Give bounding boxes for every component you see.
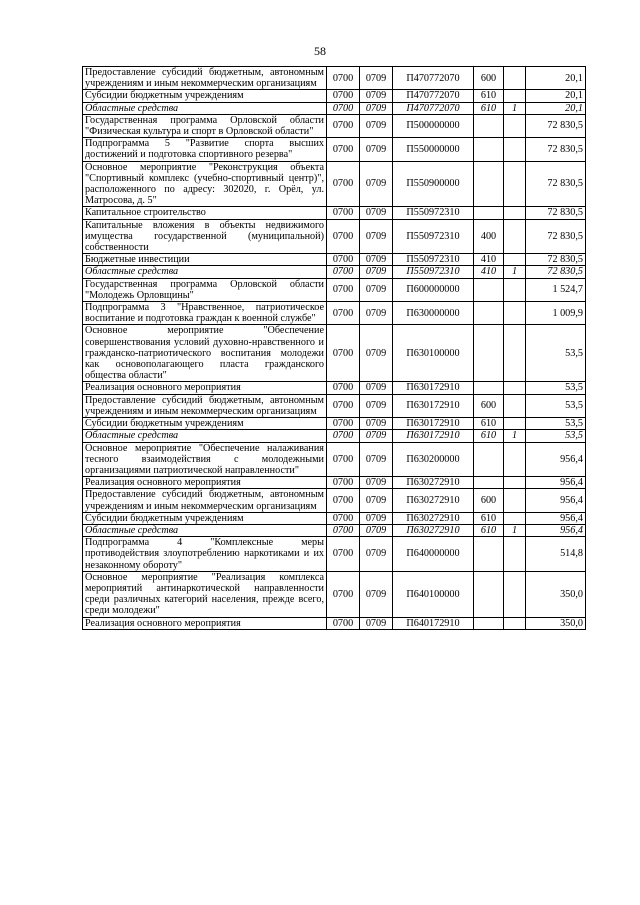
- expense-type-code: 610: [474, 418, 504, 430]
- amount: 20,1: [526, 90, 586, 102]
- row-name: Субсидии бюджетным учреждениям: [83, 512, 327, 524]
- target-article-code: П470772070: [393, 102, 474, 114]
- expense-type-code: [474, 442, 504, 477]
- section-code: 0700: [327, 537, 360, 572]
- table-row: [83, 477, 586, 489]
- section-code: 0700: [327, 278, 360, 301]
- row-name: Капитальное строительство: [83, 207, 327, 219]
- funding-source-code: [504, 325, 526, 382]
- section-code: 0700: [327, 302, 360, 325]
- amount: 53,5: [526, 325, 586, 382]
- section-code: 0700: [327, 102, 360, 114]
- subsection-code: 0709: [360, 430, 393, 442]
- target-article-code: П600000000: [393, 278, 474, 301]
- subsection-code: 0709: [360, 418, 393, 430]
- amount: 956,4: [526, 512, 586, 524]
- row-name: Областные средства: [83, 524, 327, 536]
- expense-type-code: 600: [474, 489, 504, 512]
- section-code: 0700: [327, 571, 360, 617]
- subsection-code: 0709: [360, 512, 393, 524]
- amount: 956,4: [526, 524, 586, 536]
- subsection-code: 0709: [360, 571, 393, 617]
- amount: 1 009,9: [526, 302, 586, 325]
- row-name: Областные средства: [83, 266, 327, 278]
- subsection-code: 0709: [360, 102, 393, 114]
- funding-source-code: [504, 512, 526, 524]
- amount: 956,4: [526, 489, 586, 512]
- subsection-code: 0709: [360, 67, 393, 90]
- funding-source-code: [504, 278, 526, 301]
- section-code: 0700: [327, 325, 360, 382]
- table-row: [83, 524, 586, 536]
- table-row: [83, 266, 586, 278]
- funding-source-code: [504, 138, 526, 161]
- funding-source-code: [504, 571, 526, 617]
- subsection-code: 0709: [360, 394, 393, 417]
- table-row: [83, 382, 586, 394]
- amount: 53,5: [526, 382, 586, 394]
- table-row: [83, 302, 586, 325]
- funding-source-code: [504, 537, 526, 572]
- subsection-code: 0709: [360, 477, 393, 489]
- row-name: Основное мероприятие "Обеспечение налаживания тесного взаимодействия с молодежными организациями патриотической направленности": [83, 442, 327, 477]
- funding-source-code: [504, 418, 526, 430]
- expense-type-code: [474, 617, 504, 629]
- row-name: Реализация основного мероприятия: [83, 477, 327, 489]
- funding-source-code: 1: [504, 266, 526, 278]
- amount: 350,0: [526, 571, 586, 617]
- subsection-code: 0709: [360, 524, 393, 536]
- expense-type-code: [474, 571, 504, 617]
- row-name: Предоставление субсидий бюджетным, автономным учреждениям и иным некоммерческим организациям: [83, 67, 327, 90]
- subsection-code: 0709: [360, 617, 393, 629]
- amount: 72 830,5: [526, 266, 586, 278]
- target-article-code: П630172910: [393, 382, 474, 394]
- expense-type-code: [474, 207, 504, 219]
- table-row: [83, 394, 586, 417]
- subsection-code: 0709: [360, 489, 393, 512]
- subsection-code: 0709: [360, 90, 393, 102]
- target-article-code: П550900000: [393, 161, 474, 207]
- funding-source-code: [504, 207, 526, 219]
- expense-type-code: [474, 114, 504, 137]
- target-article-code: П630172910: [393, 394, 474, 417]
- row-name: Реализация основного мероприятия: [83, 382, 327, 394]
- page-number: 58: [314, 44, 326, 58]
- table-row: [83, 617, 586, 629]
- amount: 20,1: [526, 67, 586, 90]
- amount: 72 830,5: [526, 161, 586, 207]
- amount: 956,4: [526, 442, 586, 477]
- funding-source-code: [504, 617, 526, 629]
- row-name: Предоставление субсидий бюджетным, автономным учреждениям и иным некоммерческим организациям: [83, 489, 327, 512]
- row-name: Капитальные вложения в объекты недвижимого имущества государственной (муниципальной) собственности: [83, 219, 327, 254]
- expense-type-code: [474, 325, 504, 382]
- expense-type-code: 610: [474, 430, 504, 442]
- table-row: [83, 102, 586, 114]
- row-name: Реализация основного мероприятия: [83, 617, 327, 629]
- subsection-code: 0709: [360, 302, 393, 325]
- target-article-code: П550972310: [393, 219, 474, 254]
- funding-source-code: [504, 477, 526, 489]
- expense-type-code: [474, 382, 504, 394]
- section-code: 0700: [327, 67, 360, 90]
- row-name: Областные средства: [83, 102, 327, 114]
- amount: 1 524,7: [526, 278, 586, 301]
- subsection-code: 0709: [360, 278, 393, 301]
- row-name: Областные средства: [83, 430, 327, 442]
- section-code: 0700: [327, 418, 360, 430]
- target-article-code: П640100000: [393, 571, 474, 617]
- expense-type-code: [474, 138, 504, 161]
- subsection-code: 0709: [360, 382, 393, 394]
- amount: 72 830,5: [526, 114, 586, 137]
- expense-type-code: [474, 161, 504, 207]
- row-name: Государственная программа Орловской области "Физическая культура и спорт в Орловской области": [83, 114, 327, 137]
- target-article-code: П630272910: [393, 477, 474, 489]
- funding-source-code: [504, 67, 526, 90]
- funding-source-code: [504, 161, 526, 207]
- section-code: 0700: [327, 114, 360, 137]
- section-code: 0700: [327, 219, 360, 254]
- table-row: [83, 325, 586, 382]
- row-name: Подпрограмма 4 "Комплексные меры противодействия злоупотреблению наркотиками и их незаконному обороту": [83, 537, 327, 572]
- section-code: 0700: [327, 254, 360, 266]
- target-article-code: П470772070: [393, 90, 474, 102]
- row-name: Основное мероприятие "Реконструкция объекта "Спортивный комплекс (учебно-спортивный центр)", расположенного по адресу: 302020, г. Орёл, ул. Матросова, д. 5": [83, 161, 327, 207]
- table-row: [83, 254, 586, 266]
- budget-table-body: [83, 67, 586, 630]
- expense-type-code: 610: [474, 512, 504, 524]
- subsection-code: 0709: [360, 161, 393, 207]
- target-article-code: П630272910: [393, 512, 474, 524]
- amount: 72 830,5: [526, 219, 586, 254]
- amount: 53,5: [526, 418, 586, 430]
- section-code: 0700: [327, 442, 360, 477]
- table-row: [83, 219, 586, 254]
- budget-table: [82, 66, 586, 630]
- funding-source-code: [504, 382, 526, 394]
- target-article-code: П500000000: [393, 114, 474, 137]
- target-article-code: П550972310: [393, 266, 474, 278]
- section-code: 0700: [327, 161, 360, 207]
- table-row: [83, 442, 586, 477]
- row-name: Бюджетные инвестиции: [83, 254, 327, 266]
- table-row: [83, 90, 586, 102]
- table-row: [83, 207, 586, 219]
- table-row: [83, 161, 586, 207]
- expense-type-code: [474, 477, 504, 489]
- target-article-code: П630272910: [393, 489, 474, 512]
- amount: 20,1: [526, 102, 586, 114]
- subsection-code: 0709: [360, 266, 393, 278]
- amount: 350,0: [526, 617, 586, 629]
- section-code: 0700: [327, 90, 360, 102]
- expense-type-code: 610: [474, 90, 504, 102]
- section-code: 0700: [327, 207, 360, 219]
- table-row: [83, 489, 586, 512]
- target-article-code: П630172910: [393, 430, 474, 442]
- funding-source-code: [504, 302, 526, 325]
- amount: 956,4: [526, 477, 586, 489]
- table-row: [83, 512, 586, 524]
- target-article-code: П630200000: [393, 442, 474, 477]
- amount: 514,8: [526, 537, 586, 572]
- row-name: Субсидии бюджетным учреждениям: [83, 90, 327, 102]
- target-article-code: П630000000: [393, 302, 474, 325]
- section-code: 0700: [327, 489, 360, 512]
- amount: 72 830,5: [526, 254, 586, 266]
- row-name: Предоставление субсидий бюджетным, автономным учреждениям и иным некоммерческим организациям: [83, 394, 327, 417]
- table-row: [83, 278, 586, 301]
- expense-type-code: 400: [474, 219, 504, 254]
- target-article-code: П550000000: [393, 138, 474, 161]
- funding-source-code: [504, 114, 526, 137]
- table-row: [83, 418, 586, 430]
- expense-type-code: [474, 302, 504, 325]
- funding-source-code: 1: [504, 430, 526, 442]
- funding-source-code: 1: [504, 524, 526, 536]
- subsection-code: 0709: [360, 114, 393, 137]
- section-code: 0700: [327, 477, 360, 489]
- row-name: Основное мероприятие "Реализация комплекса мероприятий антинаркотической направленности среди различных категорий населения, прежде всего, среди молодежи": [83, 571, 327, 617]
- subsection-code: 0709: [360, 254, 393, 266]
- amount: 53,5: [526, 430, 586, 442]
- subsection-code: 0709: [360, 537, 393, 572]
- funding-source-code: [504, 254, 526, 266]
- section-code: 0700: [327, 617, 360, 629]
- expense-type-code: [474, 278, 504, 301]
- expense-type-code: 610: [474, 102, 504, 114]
- section-code: 0700: [327, 512, 360, 524]
- expense-type-code: 410: [474, 254, 504, 266]
- subsection-code: 0709: [360, 138, 393, 161]
- row-name: Субсидии бюджетным учреждениям: [83, 418, 327, 430]
- expense-type-code: 600: [474, 67, 504, 90]
- subsection-code: 0709: [360, 207, 393, 219]
- funding-source-code: [504, 394, 526, 417]
- row-name: Подпрограмма 3 "Нравственное, патриотическое воспитание и подготовка граждан к военной службе": [83, 302, 327, 325]
- section-code: 0700: [327, 524, 360, 536]
- row-name: Государственная программа Орловской области "Молодежь Орловщины": [83, 278, 327, 301]
- target-article-code: П640000000: [393, 537, 474, 572]
- target-article-code: П550972310: [393, 207, 474, 219]
- target-article-code: П630100000: [393, 325, 474, 382]
- section-code: 0700: [327, 394, 360, 417]
- table-row: [83, 67, 586, 90]
- table-row: [83, 571, 586, 617]
- funding-source-code: [504, 90, 526, 102]
- expense-type-code: 610: [474, 524, 504, 536]
- target-article-code: П630172910: [393, 418, 474, 430]
- target-article-code: П630272910: [393, 524, 474, 536]
- table-row: [83, 138, 586, 161]
- section-code: 0700: [327, 266, 360, 278]
- expense-type-code: 600: [474, 394, 504, 417]
- target-article-code: П640172910: [393, 617, 474, 629]
- table-row: [83, 537, 586, 572]
- funding-source-code: [504, 489, 526, 512]
- table-row: [83, 430, 586, 442]
- amount: 72 830,5: [526, 207, 586, 219]
- target-article-code: П470772070: [393, 67, 474, 90]
- funding-source-code: [504, 219, 526, 254]
- row-name: Основное мероприятие "Обеспечение совершенствования условий духовно-нравственного и гражданско-патриотического воспитания молодежи как основополагающего пласта гражданского общества области": [83, 325, 327, 382]
- expense-type-code: 410: [474, 266, 504, 278]
- section-code: 0700: [327, 382, 360, 394]
- funding-source-code: [504, 442, 526, 477]
- subsection-code: 0709: [360, 442, 393, 477]
- table-row: [83, 114, 586, 137]
- funding-source-code: 1: [504, 102, 526, 114]
- row-name: Подпрограмма 5 "Развитие спорта высших достижений и подготовка спортивного резерва": [83, 138, 327, 161]
- amount: 53,5: [526, 394, 586, 417]
- subsection-code: 0709: [360, 325, 393, 382]
- expense-type-code: [474, 537, 504, 572]
- subsection-code: 0709: [360, 219, 393, 254]
- target-article-code: П550972310: [393, 254, 474, 266]
- section-code: 0700: [327, 430, 360, 442]
- section-code: 0700: [327, 138, 360, 161]
- amount: 72 830,5: [526, 138, 586, 161]
